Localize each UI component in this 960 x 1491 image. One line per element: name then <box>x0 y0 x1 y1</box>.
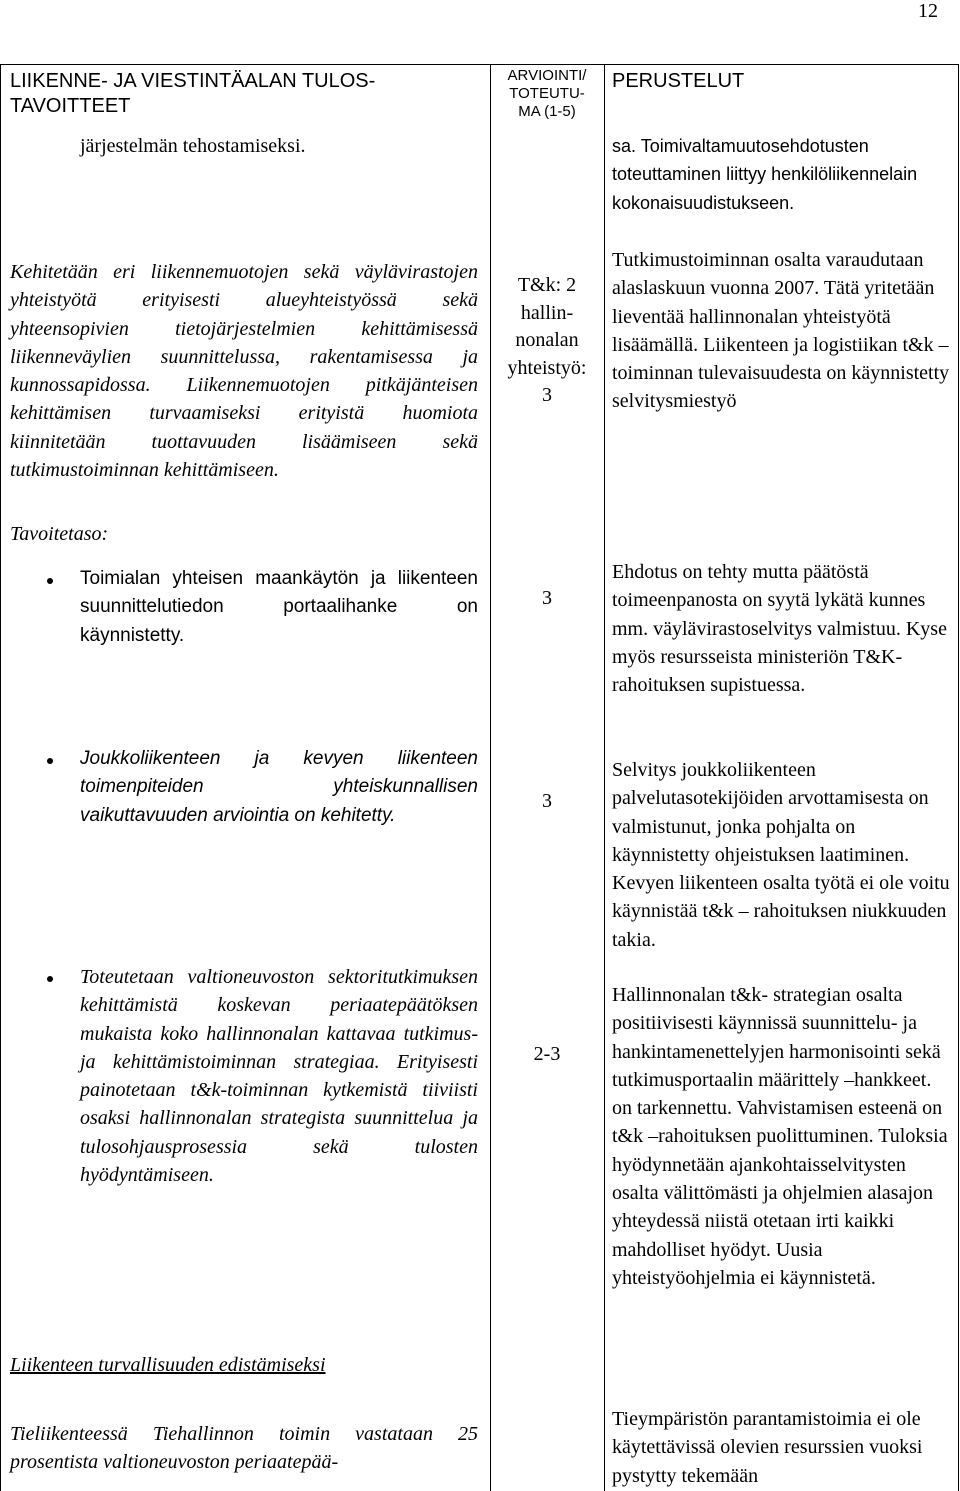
rating-value: 2-3 <box>533 1043 561 1065</box>
goal-text: järjestelmän tehostamiseksi. <box>80 135 306 157</box>
justification-text: Tieympäristön parantamistoimia ei ole käytettävissä olevien resurssien vuoksi pystytty tekemään <box>612 1408 923 1487</box>
rating-value: 3 <box>542 790 552 812</box>
column-header-justification: PERUSTELUT <box>612 70 745 92</box>
justification-text: Ehdotus on tehty mutta päätöstä toimeenpanosta on syytä lykätä kunnes mm. väylävirastoselvitys valmistuu. Kyse myös resursseista ministeriön T&K-rahoituksen supistuessa. <box>612 561 947 697</box>
goal-text: Kehitetään eri liikennemuotojen sekä väylävirastojen yhteistyötä erityisesti alueyhteistyössä sekä yhteensopivien tietojärjestelmien kehittämisessä liikenneväylien suunnittelussa, rakentamisessa ja kunnossapidossa. Liikennemuotojen pitkäjänteisen kehittämisen turvaamiseksi erityistä huomiota kiinnitetään tuottavuuden lisäämiseen sekä tutkimustoiminnan kehittämiseen. <box>10 261 478 482</box>
rating-value: T&k: 2 hallin- nonalan yhteistyö: 3 <box>507 274 587 406</box>
justification-text: Tutkimustoiminnan osalta varaudutaan alaslaskuun vuonna 2007. Tätä yritetään lieventää hallinnonalan yhteistyötä lisäämällä. Liikenteen ja logistiikan t&k – toiminnan tulevaisuudesta on käynnistetty selvitysmiestyö <box>612 249 950 413</box>
bullet-icon <box>47 758 53 764</box>
column-header-rating: ARVIOINTI/ TOTEUTU- MA (1-5) <box>507 67 587 120</box>
bullet-icon <box>47 976 53 982</box>
bullet-icon <box>47 578 53 584</box>
goal-text: Toteutetaan valtioneuvoston sektoritutkimuksen kehittämistä koskevan periaatepäätöksen mukaista koko hallinnonalan kattavaa tutkimus- ja kehittämistoiminnan strategiaa. Erityisesti painotetaan t&k-toiminnan kytkemistä tiiviisti osaksi hallinnonalan strategista suunnittelua ja tulosohjausprosessia sekä tulosten hyödyntämiseen. <box>80 966 478 1187</box>
goal-text: Joukkoliikenteen ja kevyen liikenteen toimenpiteiden yhteiskunnallisen vaikuttavuuden arviointia on kehitetty. <box>80 748 478 826</box>
column-header-goals: LIIKENNE- JA VIESTINTÄALAN TULOS-TAVOITTEET <box>10 70 376 117</box>
justification-text: Selvitys joukkoliikenteen palvelutasotekijöiden arvottamisesta on valmistunut, jonka pohjalta on käynnistetty ohjeistuksen laatiminen. Kevyen liikenteen osalta työtä ei ole voitu käynnistää t&k – rahoituksen niukkuuden takia. <box>612 759 950 951</box>
justification-text: Hallinnonalan t&k- strategian osalta positiivisesti käynnissä suunnittelu- ja hankintamenettelyjen harmonisointi sekä tutkimusportaalin määrittely –hankkeet. on tarkennettu. Vahvistamisen esteenä on t&k –rahoituksen puolittuminen. Tuloksia hyödynnetään ajankohtaisselvitysten osalta välittömästi ja ohjelmien alasajon yhteydessä niistä otetaan irti kaikki mahdolliset hyödyt. Uusia yhteistyöohjelmia ei käynnistetä. <box>612 984 948 1289</box>
target-level-label: Tavoitetaso: <box>10 523 109 545</box>
column-divider <box>604 64 605 1491</box>
rating-value: 3 <box>542 587 552 609</box>
justification-text: sa. Toimivaltamuutosehdotusten toteuttaminen liittyy henkilöliikennelain kokonaisuudistukseen. <box>612 136 918 213</box>
section-heading: Liikenteen turvallisuuden edistämiseksi <box>10 1354 326 1376</box>
goal-text: Toimialan yhteisen maankäytön ja liikenteen suunnittelutiedon portaalihanke on käynnistetty. <box>80 568 478 646</box>
goal-text: Tieliikenteessä Tiehallinnon toimin vastataan 25 prosentista valtioneuvoston periaatepää- <box>10 1423 478 1474</box>
page-number: 12 <box>918 0 938 22</box>
